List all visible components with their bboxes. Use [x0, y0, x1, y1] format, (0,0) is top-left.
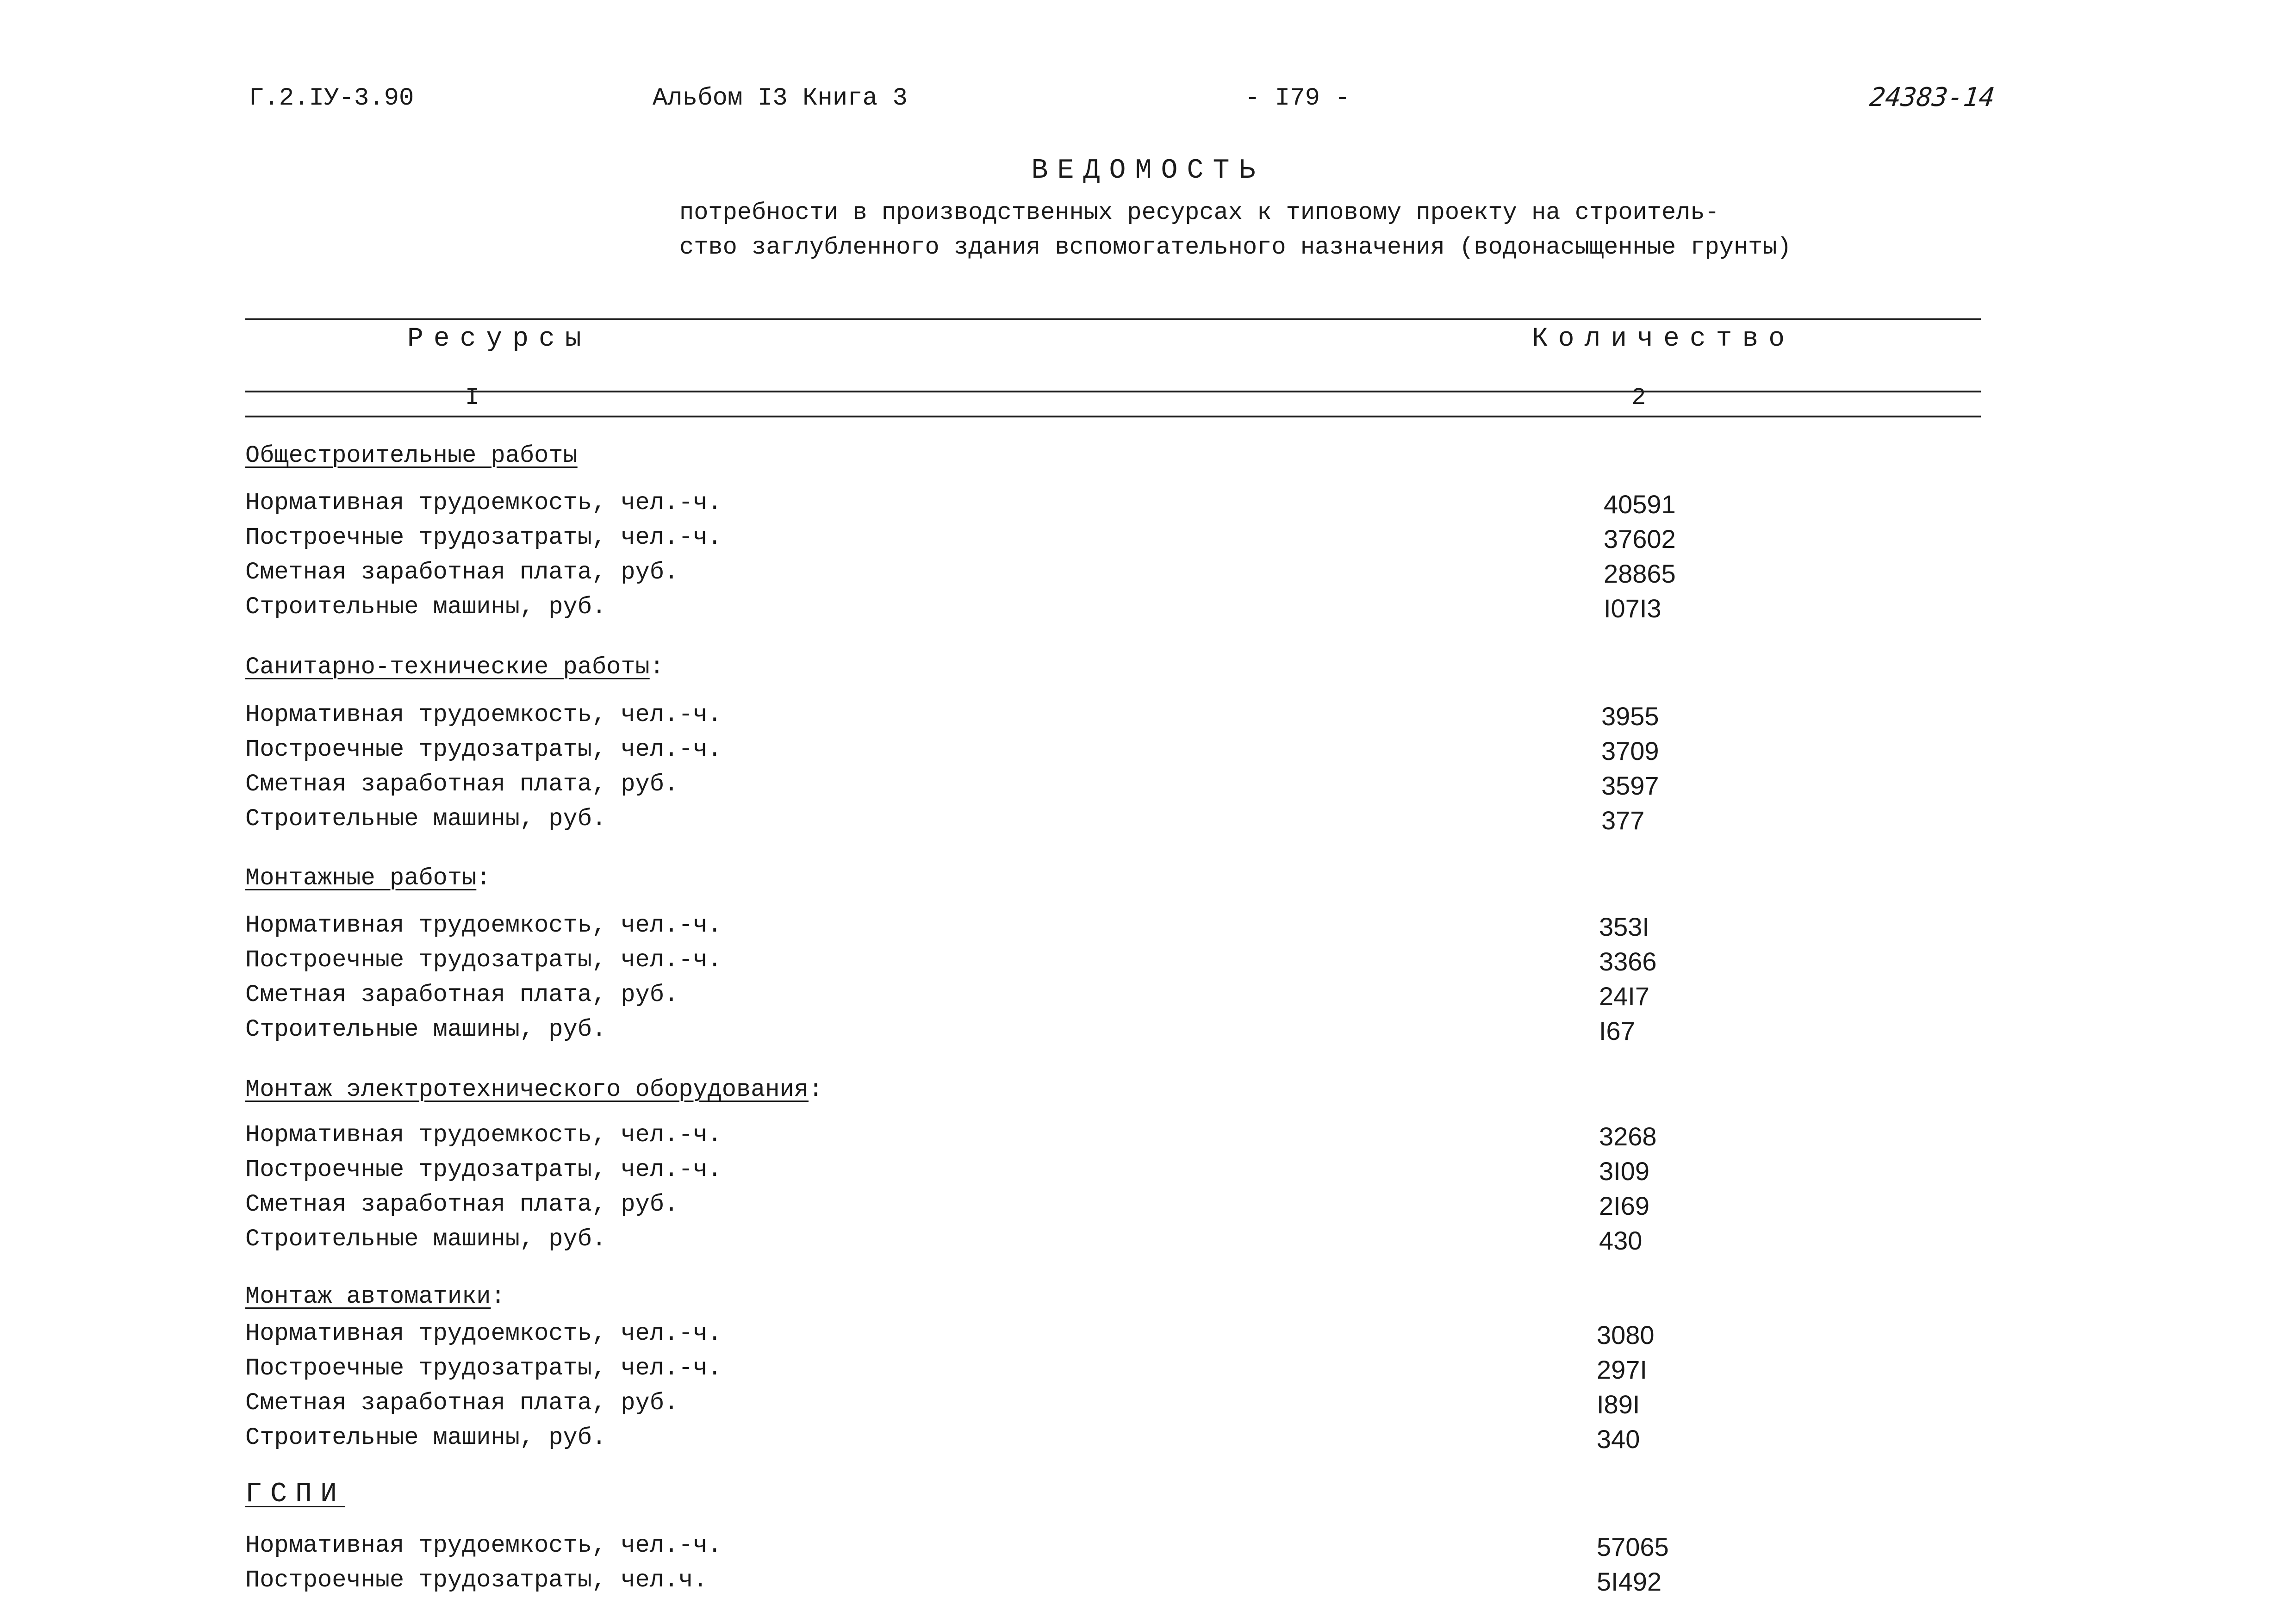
album-info: Альбом I3 Книга 3: [653, 84, 908, 112]
header-rule-1: [245, 391, 1981, 392]
resource-value: I67: [1599, 1016, 1635, 1045]
page-number: - I79 -: [1245, 84, 1350, 112]
header-rule-2: [245, 416, 1981, 417]
resource-label: Построечные трудозатраты, чел.-ч.: [245, 736, 722, 763]
resource-row: [245, 1191, 1865, 1223]
resource-row: [245, 981, 1865, 1014]
section-title: Санитарно-технические работы:: [245, 653, 664, 681]
resource-row: [245, 771, 1865, 803]
resource-label: Нормативная трудоемкость, чел.-ч.: [245, 1320, 722, 1347]
resource-row: [245, 489, 1865, 522]
resource-value: 340: [1597, 1424, 1640, 1454]
resource-label: Строительные машины, руб.: [245, 1225, 607, 1253]
resource-row: [245, 1156, 1865, 1188]
resource-value: 2I69: [1599, 1191, 1649, 1220]
resource-label: Построечные трудозатраты, чел.-ч.: [245, 1156, 722, 1183]
resource-value: 3597: [1601, 771, 1659, 800]
resource-label: Нормативная трудоемкость, чел.-ч.: [245, 701, 722, 728]
resource-label: Сметная заработная плата, руб.: [245, 1389, 679, 1417]
resource-label: Сметная заработная плата, руб.: [245, 981, 679, 1008]
resource-label: Построечные трудозатраты, чел.-ч.: [245, 524, 722, 551]
resource-row: [245, 1532, 1865, 1564]
resource-value: 3709: [1601, 736, 1659, 765]
column-number-1: I: [465, 384, 480, 411]
resource-label: Нормативная трудоемкость, чел.-ч.: [245, 912, 722, 939]
subtitle-line-1: потребности в производственных ресурсах к типовому проекту на строитель-: [679, 199, 1719, 226]
resource-label: Сметная заработная плата, руб.: [245, 771, 679, 798]
resource-row: [245, 593, 1865, 626]
section-title: Монтаж электротехнического оборудования:: [245, 1076, 823, 1103]
column-header-resources: Ресурсы: [407, 324, 591, 354]
resource-value: I07I3: [1604, 594, 1661, 623]
resource-label: Строительные машины, руб.: [245, 1016, 607, 1043]
resource-row: [245, 1016, 1865, 1048]
inventory-number: 24383-14: [1868, 82, 1997, 112]
resource-label: Нормативная трудоемкость, чел.-ч.: [245, 1121, 722, 1149]
resource-label: Построечные трудозатраты, чел.ч.: [245, 1567, 708, 1594]
resource-value: 28865: [1604, 559, 1676, 588]
resource-value: 3080: [1597, 1320, 1655, 1349]
resource-value: 5I492: [1597, 1567, 1662, 1596]
resource-value: 57065: [1597, 1532, 1669, 1561]
resource-row: [245, 1389, 1865, 1422]
subtitle-line-2: ство заглубленного здания вспомогательного назначения (водонасыщенные грунты): [679, 234, 1792, 261]
resource-row: [245, 805, 1865, 838]
column-number-2: 2: [1631, 384, 1646, 411]
resource-row: [245, 1355, 1865, 1387]
resource-value: 377: [1601, 806, 1645, 835]
document-code: Г.2.IУ-3.90: [249, 84, 414, 112]
resource-label: Сметная заработная плата, руб.: [245, 559, 679, 586]
resource-label: Нормативная трудоемкость, чел.-ч.: [245, 1532, 722, 1559]
resource-row: [245, 559, 1865, 591]
resource-value: 40591: [1604, 490, 1676, 519]
resource-value: 430: [1599, 1226, 1643, 1255]
resource-row: [245, 1225, 1865, 1258]
resource-value: 24I7: [1599, 982, 1649, 1011]
section-title: Монтаж автоматики:: [245, 1283, 505, 1310]
resource-row: [245, 736, 1865, 768]
resource-row: [245, 1320, 1865, 1352]
section-title: ГСПИ: [245, 1479, 346, 1510]
resource-label: Сметная заработная плата, руб.: [245, 1191, 679, 1218]
resource-label: Построечные трудозатраты, чел.-ч.: [245, 1355, 722, 1382]
resource-row: [245, 1121, 1865, 1154]
resource-row: [245, 1567, 1865, 1599]
resource-value: 3I09: [1599, 1157, 1649, 1186]
resource-row: [245, 946, 1865, 979]
resource-value: 37602: [1604, 524, 1676, 553]
resource-row: [245, 912, 1865, 944]
resource-value: 297I: [1597, 1355, 1647, 1384]
resource-value: 3955: [1601, 702, 1659, 731]
section-title: Монтажные работы:: [245, 864, 491, 892]
resource-label: Строительные машины, руб.: [245, 593, 607, 621]
resource-value: 3366: [1599, 947, 1657, 976]
resource-value: I89I: [1597, 1390, 1640, 1419]
resource-row: [245, 1424, 1865, 1456]
resource-value: 3268: [1599, 1122, 1657, 1151]
resource-label: Строительные машины, руб.: [245, 1424, 607, 1451]
column-header-quantity: Количество: [1532, 324, 1795, 354]
resource-label: Строительные машины, руб.: [245, 805, 607, 833]
resource-label: Нормативная трудоемкость, чел.-ч.: [245, 489, 722, 516]
section-title: Общестроительные работы: [245, 442, 578, 469]
resource-value: 353I: [1599, 912, 1649, 941]
resource-row: [245, 524, 1865, 556]
document-title: ВЕДОМОСТЬ: [1031, 155, 1265, 187]
resource-label: Построечные трудозатраты, чел.-ч.: [245, 946, 722, 974]
resource-row: [245, 701, 1865, 734]
table-top-rule: [245, 318, 1981, 320]
